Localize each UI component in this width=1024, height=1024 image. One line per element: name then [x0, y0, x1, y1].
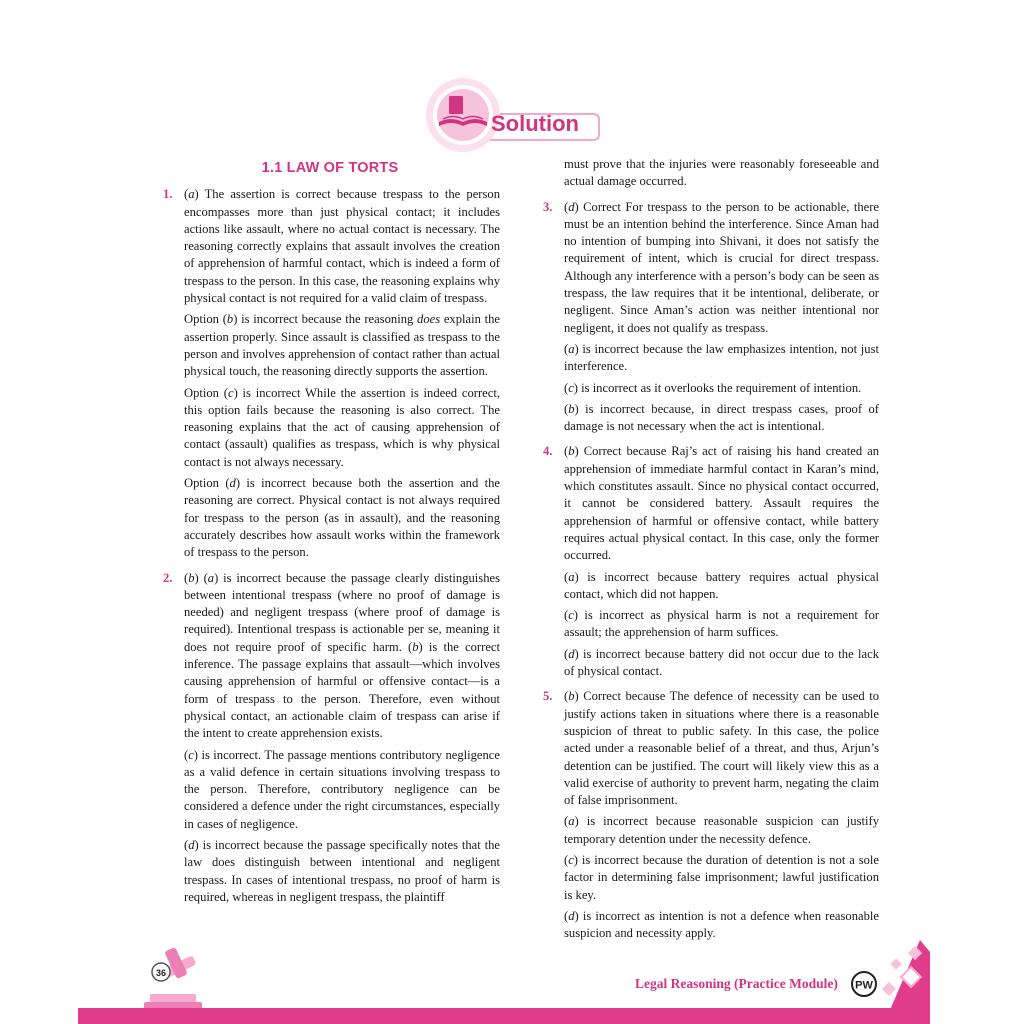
- italic-run: c: [227, 385, 234, 400]
- left-answer-list: [160, 186, 500, 906]
- page-number: 36: [155, 968, 167, 978]
- italic-run: does: [417, 312, 441, 327]
- answer-paragraph: [564, 199, 879, 337]
- answer-paragraph: [564, 380, 879, 397]
- badge-title: Solution: [491, 111, 579, 136]
- answer-paragraph: [184, 385, 500, 471]
- answer-paragraph: [184, 837, 500, 906]
- italic-run: d: [568, 199, 575, 214]
- text-run: (: [564, 401, 569, 416]
- text-run: (: [564, 908, 569, 923]
- answer-paragraph: [184, 747, 500, 833]
- text-run: ) is the correct inference. The passage explains that assault—which involves causing apprehension of harmful or offensive contact—is a form of trespass to the person. Therefore, even without physical contact, an actionable claim of trespass can arise if the intent to create apprehension exists.: [184, 639, 500, 741]
- answer-paragraph: [564, 569, 879, 604]
- text-run: (: [184, 187, 189, 202]
- text-run: Option (: [184, 476, 230, 491]
- italic-run: c: [568, 608, 574, 623]
- answer-paragraph: [564, 908, 879, 943]
- answer-number: 1.: [163, 187, 173, 202]
- answer-paragraph: [564, 401, 879, 436]
- text-run: (: [564, 569, 569, 584]
- text-run: (: [564, 814, 569, 829]
- italic-run: d: [568, 646, 575, 661]
- right-answer-list: [540, 199, 879, 943]
- right-column: [540, 156, 879, 950]
- text-run: ) is incorrect because, in direct trespass cases, proof of damage is not necessary when the act is intentional.: [564, 401, 879, 434]
- answer-paragraph: [184, 311, 500, 380]
- answer-paragraph: [564, 813, 879, 848]
- answer-paragraph: [564, 443, 879, 564]
- answer-item: [540, 199, 879, 436]
- decorative-diamonds: [870, 940, 930, 1010]
- answer-item: [540, 443, 879, 680]
- text-run: ) is incorrect because reasonable suspicion can justify temporary detention under the necessity defence.: [564, 814, 879, 846]
- text-run: ) Correct For trespass to the person to be actionable, there must be an intention behind the interference. Since Aman had no intention of bumping into Shivani, it does not satisfy the requirement of intent, which is crucial for direct trespass. Although any interference with a person’s body can be seen as trespass, the law requires that it be intentional, deliberate, or negligent. Since Aman’s action was neither intentional nor negligent, it does not qualify as trespass.: [564, 199, 879, 335]
- answer-paragraph: [564, 341, 879, 376]
- answer-number: 2.: [163, 570, 173, 585]
- italic-run: c: [568, 380, 574, 395]
- gavel-icon: [140, 946, 210, 1010]
- answer-paragraph: [564, 646, 879, 681]
- text-run: (: [564, 380, 569, 395]
- left-column: [160, 156, 500, 914]
- italic-run: b: [188, 570, 195, 585]
- text-run: ) is incorrect While the assertion is indeed correct, this option fails because the reasoning is also correct. The reasoning explains that the act of causing apprehension of contact (assault) qualifies as trespass, which is why physical contact is not always necessary.: [184, 385, 500, 469]
- footer-bar: [78, 1008, 930, 1024]
- answer-paragraph: [564, 688, 879, 809]
- pw-logo-text: PW: [855, 979, 873, 992]
- text-run: explain the assertion properly. Since assault is classified as trespass to the person and involves apprehension of contact rather than actual physical touch, the reasoning directly supports the assertion.: [184, 312, 500, 379]
- answer-paragraph: [184, 570, 500, 743]
- text-run: ) Correct because The defence of necessity can be used to justify actions taken in situations where there is a reasonable suspicion of threat to public safety. In this case, the police acted under a reasonable belief of a threat, and thus, Arjun’s detention can be justified. The court will likely view this as a valid exercise of authority to prevent harm, negating the claim of false imprisonment.: [564, 689, 879, 808]
- text-run: (: [184, 837, 189, 852]
- text-run: ) is incorrect because the duration of detention is not a sole factor in determining false imprisonment; lawful justification is key.: [564, 852, 879, 902]
- answer-paragraph: [564, 852, 879, 904]
- answer-number: 5.: [543, 689, 553, 704]
- italic-run: b: [568, 401, 575, 416]
- answer-item: [160, 186, 500, 561]
- answer-item: [540, 688, 879, 942]
- continuation-text: must prove that the injuries were reasonably foreseeable and actual damage occurred.: [564, 157, 879, 189]
- text-run: ) is incorrect because the reasoning: [233, 312, 418, 327]
- italic-run: a: [568, 569, 575, 584]
- text-run: (: [564, 444, 569, 459]
- answer-number: 4.: [543, 444, 553, 459]
- text-run: ) is incorrect because battery did not occur due to the lack of physical contact.: [564, 646, 879, 679]
- text-run: (: [564, 341, 569, 356]
- italic-run: d: [229, 476, 236, 491]
- text-run: ) The assertion is correct because trespass to the person encompasses more than just physical contact; it includes actions like assault, where no actual contact is necessary. The reasoning correctly explains that assault involves the creation of apprehension of harmful contact, which is indeed a form of trespass to the person. In this case, the reasoning explains why physical contact is not required for a valid claim of trespass.: [184, 187, 500, 306]
- italic-run: a: [568, 341, 575, 356]
- text-run: (: [564, 646, 569, 661]
- italic-run: a: [207, 570, 215, 585]
- section-title: 1.1 LAW OF TORTS: [261, 160, 399, 176]
- text-run: Option (: [184, 312, 227, 327]
- answer-paragraph: [184, 475, 500, 561]
- text-run: ) is incorrect because the passage clearly distinguishes between intentional trespass (where no proof of damage is needed) and negligent trespass (where proof of damage is required). Intentional trespass is actionable per se, meaning it does not require proof of specific harm. (: [184, 570, 500, 654]
- italic-run: d: [568, 908, 575, 923]
- text-run: (: [564, 852, 569, 867]
- italic-run: a: [188, 187, 195, 202]
- text-run: ) is incorrect. The passage mentions contributory negligence as a valid defence in certain situations involving trespass to the person. Therefore, contributory negligence can be considered a defence under the right circumstances, especially in cases of negligence.: [184, 747, 500, 831]
- text-run: (: [184, 747, 189, 762]
- answer-item: [160, 570, 500, 907]
- text-run: (: [564, 608, 569, 623]
- answer-number: 3.: [543, 199, 553, 214]
- text-run: ) is incorrect as intention is not a defence when reasonable suspicion and necessity apply.: [564, 908, 879, 941]
- answer-paragraph: [564, 607, 879, 642]
- italic-run: b: [568, 444, 575, 459]
- italic-run: d: [188, 837, 195, 852]
- text-run: ) is incorrect as physical harm is not a requirement for assault; the apprehension of harm suffices.: [564, 608, 879, 640]
- text-run: ) is incorrect as it overlooks the requirement of intention.: [573, 380, 862, 395]
- text-run: ) is incorrect because the passage specifically notes that the law does distinguish between intentional and negligent trespass. In cases of intentional trespass, no proof of harm is required, whereas in negligent trespass, the plaintiff: [184, 837, 500, 904]
- italic-run: a: [568, 814, 575, 829]
- text-run: (: [564, 199, 569, 214]
- text-run: (: [564, 689, 569, 704]
- text-run: ) is incorrect because battery requires actual physical contact, which did not happen.: [564, 569, 879, 601]
- footer-title: Legal Reasoning (Practice Module): [635, 976, 838, 991]
- italic-run: b: [568, 689, 575, 704]
- text-run: Option (: [184, 385, 228, 400]
- answer-paragraph: [184, 186, 500, 307]
- text-run: ) (: [194, 570, 208, 585]
- continuation-block: [540, 156, 879, 191]
- italic-run: c: [568, 852, 574, 867]
- italic-run: c: [188, 747, 194, 762]
- text-run: ) is incorrect because both the assertion and the reasoning are correct. Physical contact is not always required for trespass to the person (as in assault), and the reasoning accurately describes how assault works within the framework of trespass to the person.: [184, 476, 501, 560]
- text-run: ) Correct because Raj’s act of raising his hand created an apprehension of immediate harmful contact in Karan’s mind, which constitutes assault. Since no physical contact occurred, it cannot be considered battery. Assault requires the apprehension of harmful or offensive contact, while battery requires actual physical contact. In this case, only the former occurred.: [564, 444, 879, 563]
- italic-run: b: [226, 312, 234, 327]
- solution-badge: [425, 76, 600, 154]
- italic-run: b: [412, 639, 419, 654]
- text-run: ) is incorrect because the law emphasizes intention, not just interference.: [564, 341, 879, 374]
- text-run: (: [184, 570, 189, 585]
